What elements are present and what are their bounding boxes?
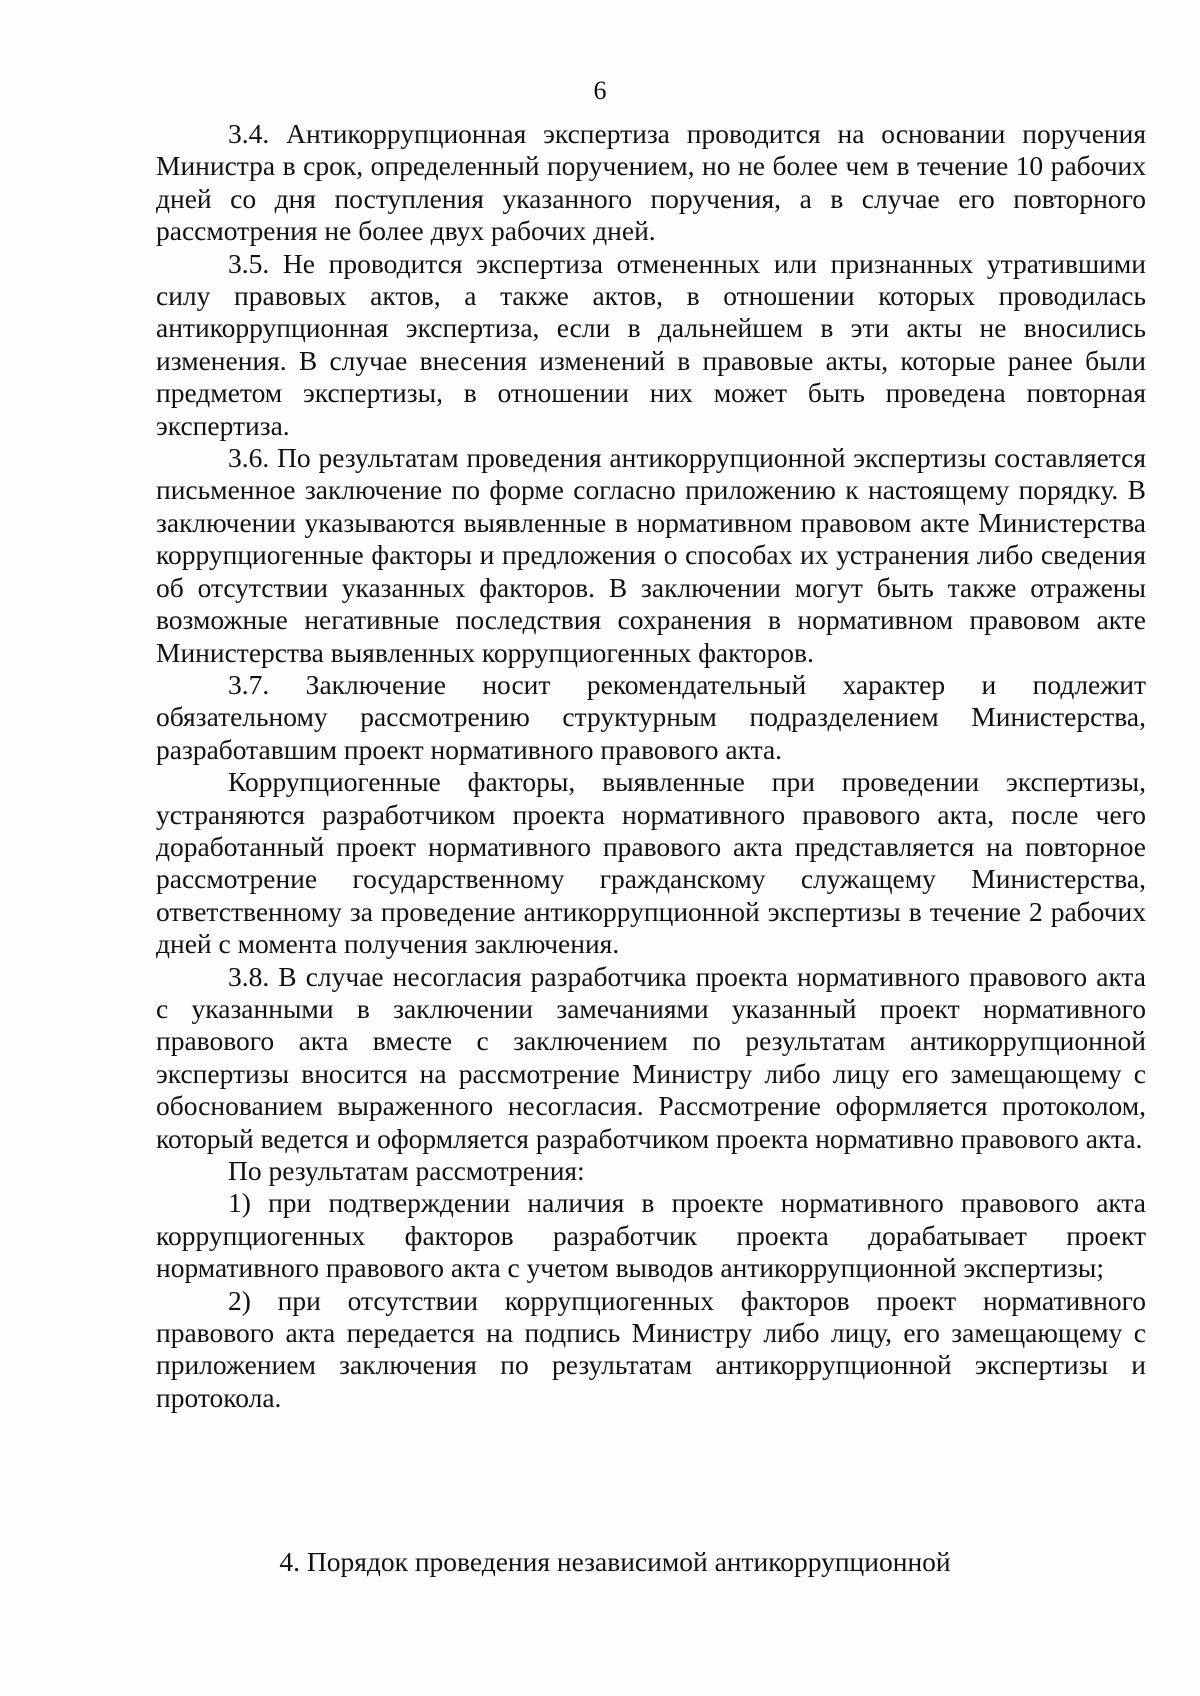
- paragraph-review-results: По результатам рассмотрения:: [228, 1155, 585, 1186]
- paragraph-3-4: 3.4. Антикоррупционная экспертиза проводится на основании поручения Министра в срок, определенный поручением, но не более чем в течение 10 рабочих дней со дня поступления указанного поручения, а в случае его повторного рассмотрения не более двух рабочих дней.: [156, 118, 1146, 247]
- section-heading: 4. Порядок проведения независимой антикоррупционной: [279, 1546, 951, 1577]
- page-number: 6: [593, 76, 607, 105]
- paragraph-3-6: 3.6. По результатам проведения антикоррупционной экспертизы составляется письменное заключение по форме согласно приложению к настоящему порядку. В заключении указываются выявленные в нормативном правовом акте Министерства коррупциогенные факторы и предложения о способах их устранения либо сведения об отсутствии указанных факторов. В заключении могут быть также отражены возможные негативные последствия сохранения в нормативном правовом акте Министерства выявленных коррупциогенных факторов.: [156, 442, 1146, 668]
- paragraph-3-5: 3.5. Не проводится экспертиза отмененных или признанных утратившими силу правовых актов, а также актов, в отношении которых проводилась антикоррупционная экспертиза, если в дальнейшем в эти акты не вносились изменения. В случае внесения изменений в правовые акты, которые ранее были предметом экспертизы, в отношении них может быть проведена повторная экспертиза.: [156, 247, 1146, 441]
- paragraph-3-8: 3.8. В случае несогласия разработчика проекта нормативного правового акта с указанными в заключении замечаниями указанный проект нормативного правового акта вместе с заключением по результатам антикоррупционной экспертизы вносится на рассмотрение Министру либо лицу его замещающему с обоснованием выраженного несогласия. Рассмотрение оформляется протоколом, который ведется и оформляется разработчиком проекта нормативно правового акта.: [156, 960, 1146, 1154]
- document-body: [156, 118, 1146, 1414]
- list-item-2: 2) при отсутствии коррупциогенных факторов проект нормативного правового акта передается на подпись Министру либо лицу, его замещающему с приложением заключения по результатам антикоррупционной экспертизы и протокола.: [156, 1284, 1146, 1413]
- list-item-1: 1) при подтверждении наличия в проекте нормативного правового акта коррупциогенных факторов разработчик проекта дорабатывает проект нормативного правового акта с учетом выводов антикоррупционной экспертизы;: [156, 1187, 1146, 1284]
- paragraph-3-7: 3.7. Заключение носит рекомендательный характер и подлежит обязательному рассмотрению структурным подразделением Министерства, разработавшим проект нормативного правового акта.: [156, 668, 1146, 765]
- paragraph-corruption-factors: Коррупциогенные факторы, выявленные при проведении экспертизы, устраняются разработчиком проекта нормативного правового акта, после чего доработанный проект нормативного правового акта представляется на повторное рассмотрение государственному гражданскому служащему Министерства, ответственному за проведение антикоррупционной экспертизы в течение 2 рабочих дней с момента получения заключения.: [156, 766, 1146, 960]
